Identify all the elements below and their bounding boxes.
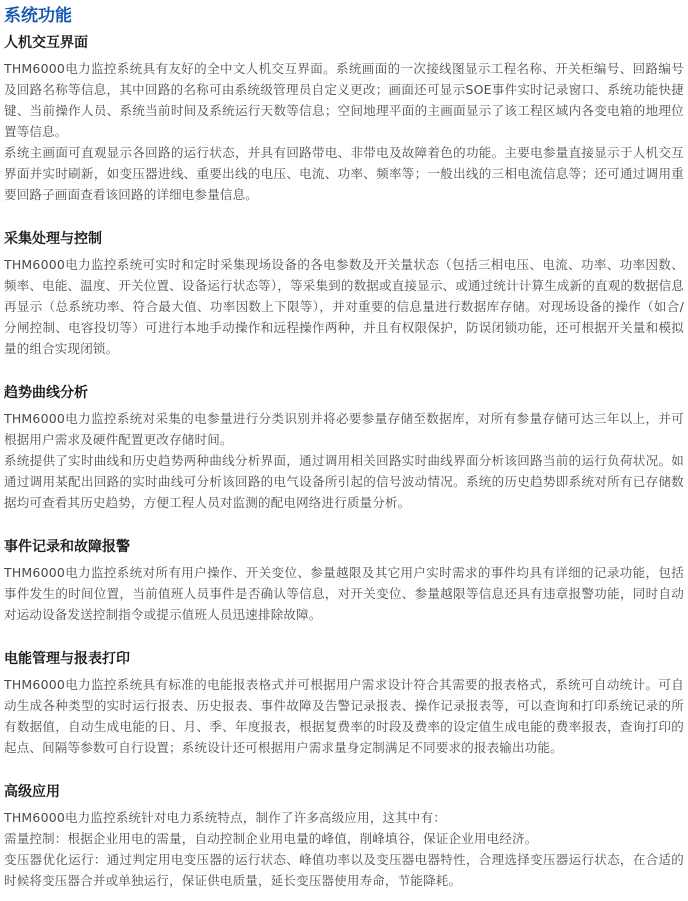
section-event-record-fault-alarm: [4, 538, 684, 625]
section-advanced-applications: [4, 783, 684, 891]
page-title: 系统功能: [4, 6, 72, 26]
paragraph: THM6000电力监控系统对所有用户操作、开关变位、参量越限及其它用户实时需求的事件均具有详细的记录功能，包括事件发生的时间位置，当前值班人员事件是否确认等信息，对开关变位、参量越限等信息还具有违章报警功能，同时自动对运动设备发送控制指令或提示值班人员迅速排除故障。: [4, 565, 684, 622]
paragraph: THM6000电力监控系统具有友好的全中文人机交互界面。系统画面的一次接线图显示工程名称、开关柜编号、回路编号及回路名称等信息，其中回路的名称可由系统级管理员自定义更改；画面还可显示SOE事件实时记录窗口、系统功能快捷键、当前操作人员、系统当前时间及系统运行天数等信息；空间地理平面的主画面显示了该工程区域内各变电箱的地理位置等信息。: [4, 61, 684, 139]
paragraph: THM6000电力监控系统对采集的电参量进行分类识别并将必要参量存储至数据库，对所有参量存储可达三年以上，并可根据用户需求及硬件配置更改存储时间。: [4, 411, 684, 447]
section-human-machine-interface: [4, 34, 684, 205]
section-heading: 事件记录和故障报警: [4, 539, 130, 555]
section-heading: 采集处理与控制: [4, 231, 102, 247]
paragraph: THM6000电力监控系统具有标准的电能报表格式并可根据用户需求设计符合其需要的报表格式，系统可自动统计。可自动生成各种类型的实时运行报表、历史报表、事件故障及告警记录报表、操作记录报表等，可以查询和打印系统记录的所有数据值，自动生成电能的日、月、季、年度报表，根据复费率的时段及费率的设定值生成电能的费率报表，查询打印的起点、间隔等参数可自行设置；系统设计还可根据用户需求量身定制满足不同要求的报表输出功能。: [4, 677, 684, 755]
paragraph: THM6000电力监控系统针对电力系统特点，制作了许多高级应用，这其中有：: [4, 810, 447, 825]
section-heading: 趋势曲线分析: [4, 385, 88, 401]
paragraph: 变压器优化运行：通过判定用电变压器的运行状态、峰值功率以及变压器电器特性，合理选择变压器运行状态，在合适的时候将变压器合并或单独运行，保证供电质量，延长变压器使用寿命，节能降耗。: [4, 852, 684, 888]
section-trend-curve-analysis: [4, 384, 684, 513]
paragraph: 系统提供了实时曲线和历史趋势两种曲线分析界面，通过调用相关回路实时曲线界面分析该回路当前的运行负荷状况。如通过调用某配出回路的实时曲线可分析该回路的电气设备所引起的信号波动情况。系统的历史趋势即系统对所有已存储数据均可查看其历史趋势，方便工程人员对监测的配电网络进行质量分析。: [4, 453, 684, 510]
document: [4, 5, 684, 891]
section-heading: 高级应用: [4, 784, 60, 800]
section-heading: 人机交互界面: [4, 35, 88, 51]
paragraph: THM6000电力监控系统可实时和定时采集现场设备的各电参数及开关量状态（包括三相电压、电流、功率、功率因数、频率、电能、温度、开关位置、设备运行状态等），等采集到的数据或直接显示、或通过统计计算生成新的直观的数据信息再显示（总系统功率、符合最大值、功率因数上下限等），并对重要的信息量进行数据库存储。对现场设备的操作（如合/分闸控制、电容投切等）可进行本地手动操作和远程操作两种，并且有权限保护，防误闭锁功能，还可根据开关量和模拟量的组合实现闭锁。: [4, 257, 684, 356]
paragraph: 需量控制：根据企业用电的需量，自动控制企业用电量的峰值，削峰填谷，保证企业用电经济。: [4, 831, 538, 846]
section-heading: 电能管理与报表打印: [4, 651, 130, 667]
section-energy-management-report-printing: [4, 650, 684, 758]
section-acquisition-processing-control: [4, 230, 684, 359]
paragraph: 系统主画面可直观显示各回路的运行状态，并具有回路带电、非带电及故障着色的功能。主要电参量直接显示于人机交互界面并实时刷新，如变压器进线、重要出线的电压、电流、功率、频率等；一般出线的三相电流信息等；还可通过调用重要回路子画面查看该回路的详细电参量信息。: [4, 145, 684, 202]
